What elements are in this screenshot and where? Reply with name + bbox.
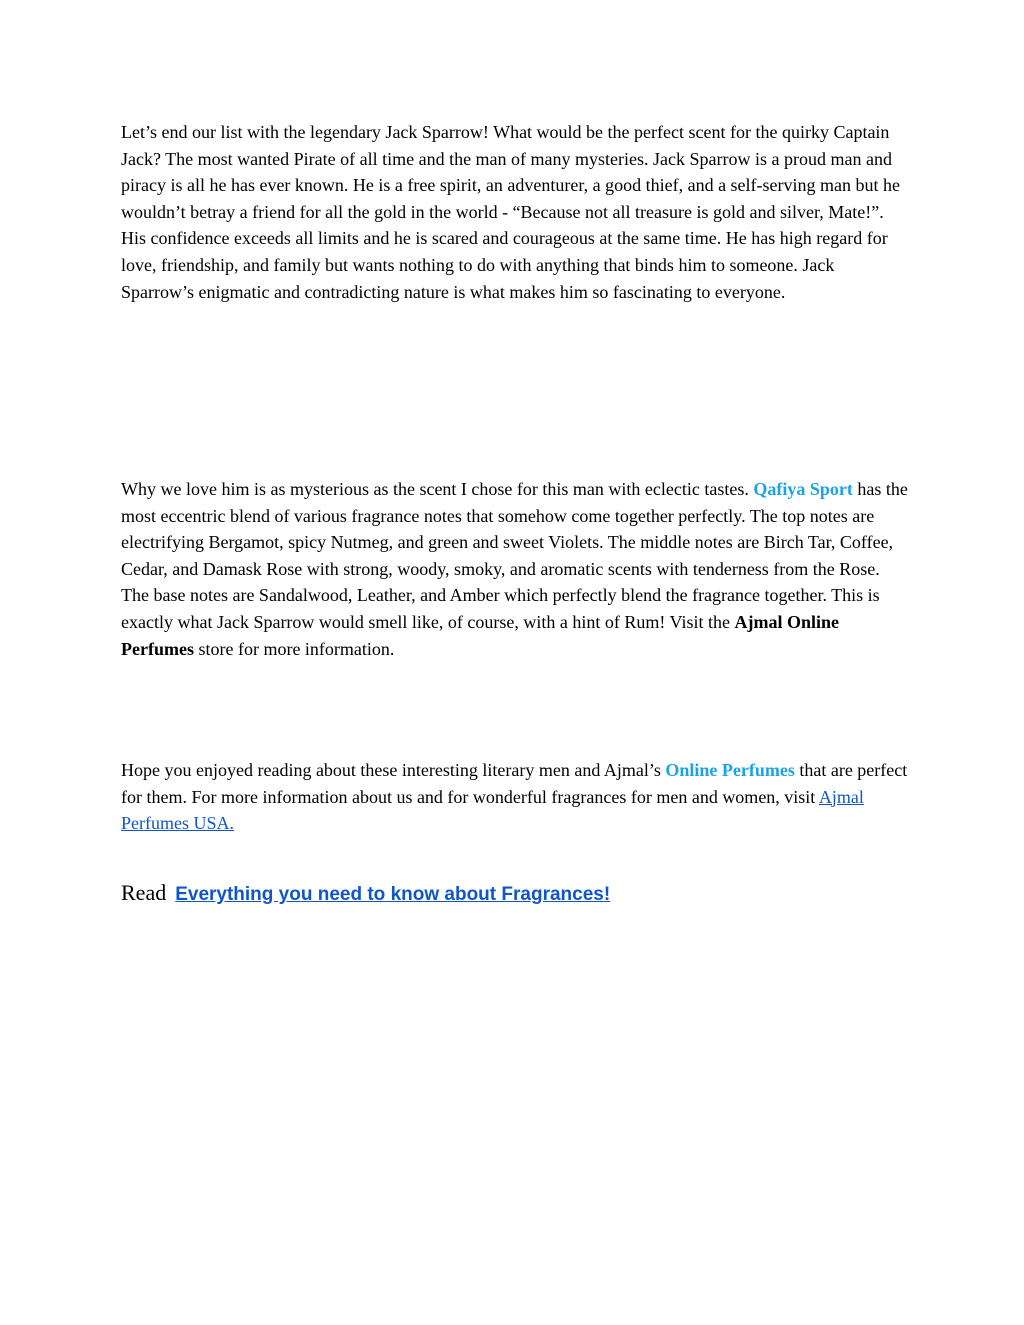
paragraph-text: has the most eccentric blend of various fragrance notes that somehow come together perfectly. The top notes are electrifying Bergamot, spicy Nutmeg, and green and sweet Violets. The middle notes are Birch Tar, Coffee, Cedar, and Damask Rose with strong, woody, smoky, and aromatic scents with tenderness from the Rose. The base notes are Sandalwood, Leather, and Amber which perfectly blend the fragrance together. This is exactly what Jack Sparrow would smell like, of course, with a hint of Rum! Visit the: [121, 479, 908, 632]
store-name-bold: Ajmal Online Perfumes: [121, 611, 839, 659]
online-perfumes-highlight: Online Perfumes: [665, 760, 795, 780]
paragraph-text: Hope you enjoyed reading about these interesting literary men and Ajmal’s: [121, 760, 666, 780]
paragraph-text: Why we love him is as mysterious as the scent I chose for this man with eclectic tastes.: [121, 479, 754, 499]
paragraph-text: Let’s end our list with the legendary Jack Sparrow! What would be the perfect scent for the quirky Captain Jack? The most wanted Pirate of all time and the man of many mysteries. Jack Sparrow is a proud man and piracy is all he has ever known. He is a free spirit, an adventurer, a good thief, and a self-serving man but he wouldn’t betray a friend for all the gold in the world - “Because not all treasure is gold and silver, Mate!”. His confidence exceeds all limits and he is scared and courageous at the same time. He has high regard for love, friendship, and family but wants nothing to do with anything that binds him to someone. Jack Sparrow’s enigmatic and contradicting nature is what makes him so fascinating to everyone.: [121, 122, 901, 302]
paragraph-text: that are perfect for them. For more information about us and for wonderful fragrances for men and women, visit: [121, 760, 908, 807]
paragraph-qafiya-sport: [121, 476, 911, 662]
paragraph-text: store for more information.: [193, 638, 395, 659]
fragrances-guide-link[interactable]: Everything you need to know about Fragrances!: [175, 884, 611, 905]
product-name-highlight: Qafiya Sport: [753, 479, 853, 499]
read-more-line: [121, 880, 911, 906]
ajmal-perfumes-usa-link[interactable]: Ajmal Perfumes USA.: [121, 786, 864, 834]
paragraph-closing: [121, 757, 911, 837]
read-label: Read: [121, 880, 167, 905]
paragraph-jack-sparrow-intro: [121, 119, 911, 305]
